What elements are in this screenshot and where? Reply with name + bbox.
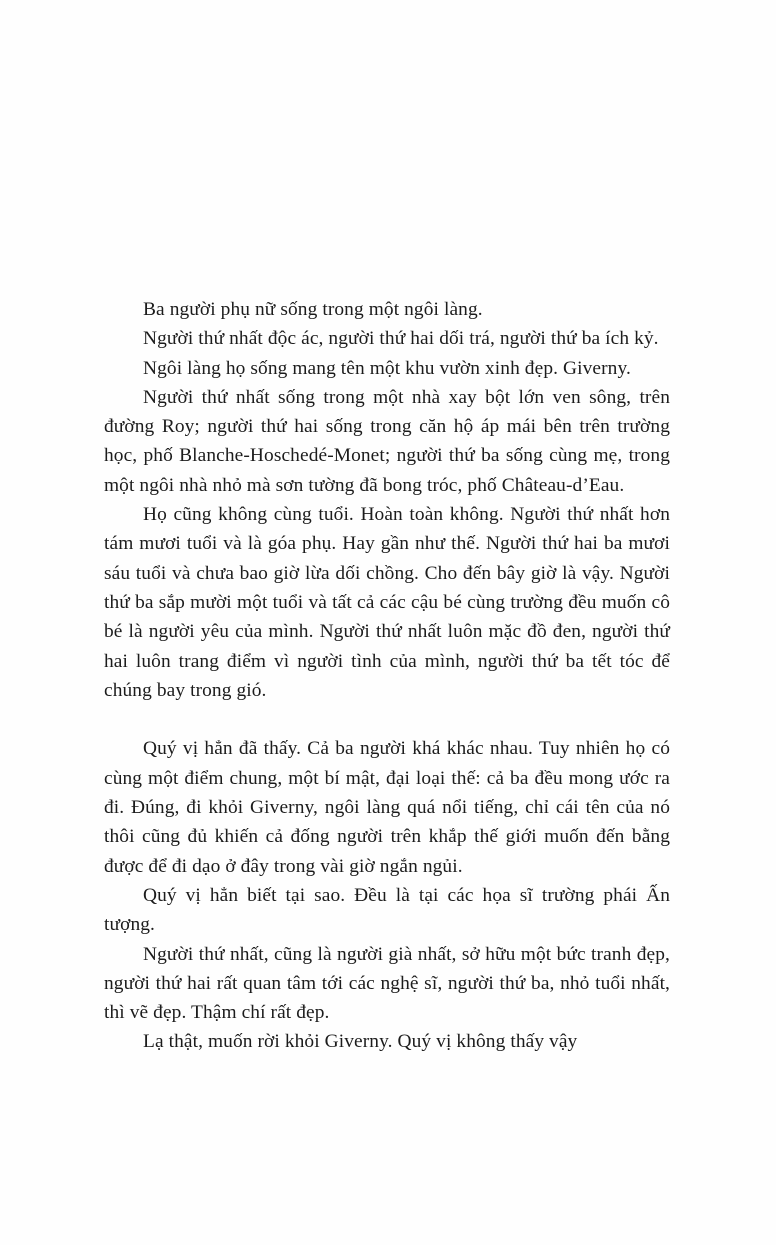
paragraph-6: Quý vị hẳn đã thấy. Cả ba người khá khác nhau. Tuy nhiên họ có cùng một điểm chung, một bí mật, đại loại thế: cả ba đều mong ước ra đi. Đúng, đi khỏi Giverny, ngôi làng quá nổi tiếng, chỉ cái tên của nó thôi cũng đủ khiến cả đống người trên khắp thế giới muốn đến bằng được để đi dạo ở đây trong vài giờ ngắn ngủi. — [104, 738, 670, 877]
paragraph-4: Người thứ nhất sống trong một nhà xay bột lớn ven sông, trên đường Roy; người thứ hai sống trong căn hộ áp mái bên trên trường học, phố Blanche-Hoschedé-Monet; người thứ ba sống cùng mẹ, trong một ngôi nhà nhỏ mà sơn tường đã bong tróc, phố Château-d’Eau. — [104, 386, 670, 496]
paragraph-3: Ngôi làng họ sống mang tên một khu vườn xinh đẹp. Giverny. — [143, 357, 631, 379]
paragraph-1: Ba người phụ nữ sống trong một ngôi làng. — [143, 299, 483, 320]
paragraph-8: Người thứ nhất, cũng là người già nhất, sở hữu một bức tranh đẹp, người thứ hai rất quan tâm tới các nghệ sĩ, người thứ ba, nhỏ tuổi nhất, thì vẽ đẹp. Thậm chí rất đẹp. — [104, 943, 670, 1024]
paragraph-2: Người thứ nhất độc ác, người thứ hai dối trá, người thứ ba ích kỷ. — [143, 328, 659, 350]
paragraph-9: Lạ thật, muốn rời khỏi Giverny. Quý vị không thấy vậy — [143, 1031, 578, 1053]
paragraph-5: Họ cũng không cùng tuổi. Hoàn toàn không. Người thứ nhất hơn tám mươi tuổi và là góa phụ. Hay gần như thế. Người thứ hai ba mươi sáu tuổi và chưa bao giờ lừa dối chồng. Cho đến bây giờ là vậy. Người thứ ba sắp mười một tuổi và tất cả các cậu bé cùng trường đều muốn cô bé là người yêu của mình. Người thứ nhất luôn mặc đồ đen, người thứ hai luôn trang điểm vì người tình của mình, người thứ ba tết tóc để chúng bay trong gió. — [104, 504, 670, 701]
body-text-block — [104, 295, 670, 1057]
paragraph-7: Quý vị hẳn biết tại sao. Đều là tại các họa sĩ trường phái Ấn tượng. — [104, 884, 670, 936]
